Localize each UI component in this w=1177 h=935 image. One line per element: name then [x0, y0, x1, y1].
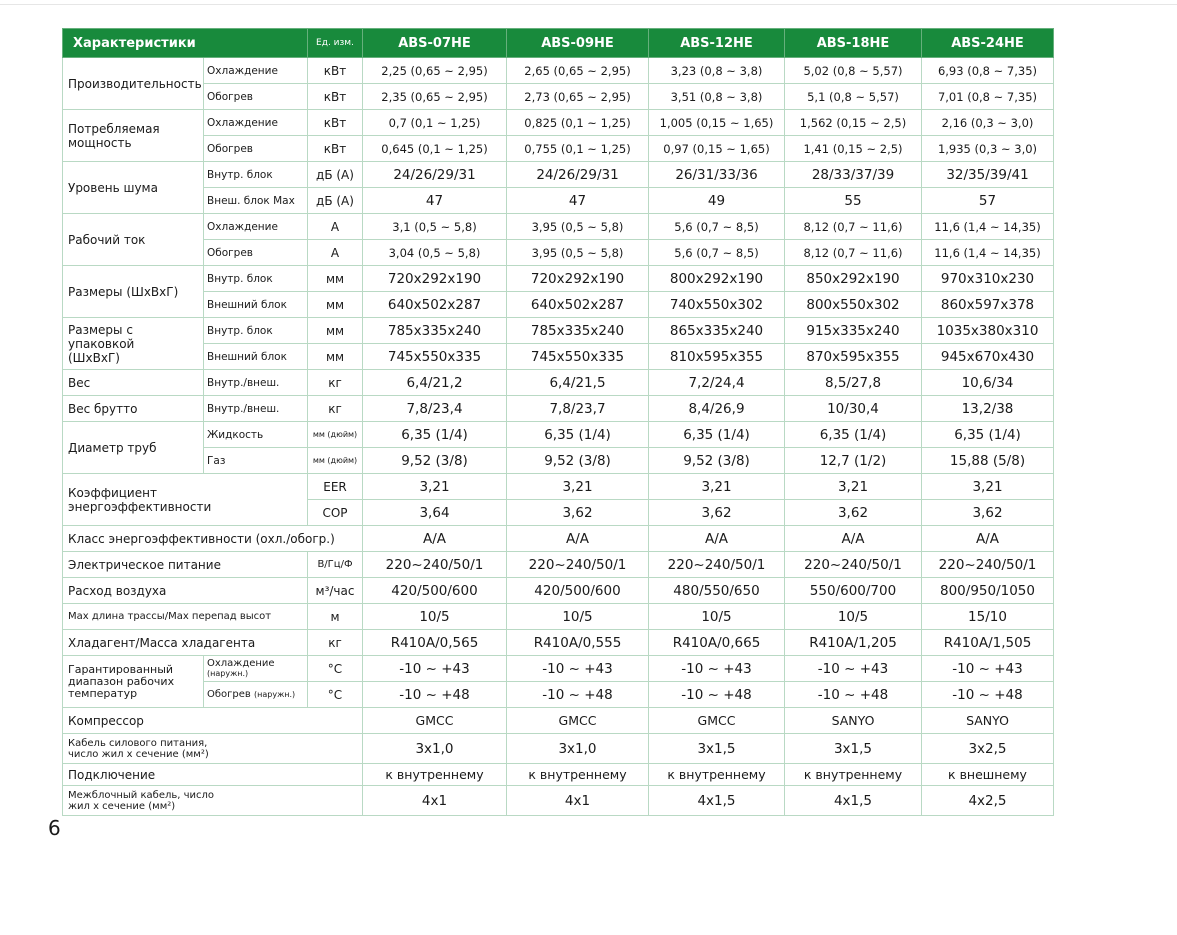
value-cell: 2,35 (0,65 ~ 2,95)	[363, 84, 507, 110]
sub-label-cooling: Охлаждение	[204, 58, 308, 84]
value-cell: 4x1,5	[785, 786, 922, 816]
value-cell: 8,12 (0,7 ~ 11,6)	[785, 240, 922, 266]
sub-label-cooling: Охлаждение	[204, 214, 308, 240]
table-row	[63, 292, 1054, 318]
unit-cop: COP	[308, 500, 363, 526]
value-cell: 32/35/39/41	[922, 162, 1054, 188]
row-label-power-cable-text: Кабель силового питания, число жил х сечение (мм²)	[68, 737, 209, 760]
value-cell: 0,645 (0,1 ~ 1,25)	[363, 136, 507, 162]
unit-kg: кг	[308, 370, 363, 396]
value-cell: -10 ~ +43	[507, 656, 649, 682]
unit-m3h: м³/час	[308, 578, 363, 604]
unit-kw: кВт	[308, 110, 363, 136]
value-cell: 10/5	[363, 604, 507, 630]
table-row	[63, 708, 1054, 734]
sub-label-heating: Обогрев	[204, 84, 308, 110]
spec-table	[62, 28, 1054, 816]
value-cell: 4x1,5	[649, 786, 785, 816]
table-row	[63, 188, 1054, 214]
value-cell: 870x595x355	[785, 344, 922, 370]
table-row	[63, 136, 1054, 162]
value-cell: 15/10	[922, 604, 1054, 630]
unit-mm: мм	[308, 266, 363, 292]
value-cell: GMCC	[363, 708, 507, 734]
row-label-power-consumption: Потребляемая мощность	[63, 110, 204, 162]
value-cell: 745x550x335	[507, 344, 649, 370]
row-label-efficiency-coef	[63, 474, 308, 526]
value-cell: 2,65 (0,65 ~ 2,95)	[507, 58, 649, 84]
table-row	[63, 474, 1054, 500]
value-cell: 220~240/50/1	[785, 552, 922, 578]
value-cell: 5,6 (0,7 ~ 8,5)	[649, 240, 785, 266]
sub-label-in-out: Внутр./внеш.	[204, 370, 308, 396]
row-label-power-supply: Электрическое питание	[63, 552, 308, 578]
value-cell: к внутреннему	[363, 764, 507, 786]
value-cell: 860x597x378	[922, 292, 1054, 318]
value-cell: 7,01 (0,8 ~ 7,35)	[922, 84, 1054, 110]
value-cell: -10 ~ +48	[363, 682, 507, 708]
value-cell: 3,62	[785, 500, 922, 526]
value-cell: 420/500/600	[507, 578, 649, 604]
row-label-performance: Производительность	[63, 58, 204, 110]
value-cell: 10/5	[507, 604, 649, 630]
value-cell: 0,7 (0,1 ~ 1,25)	[363, 110, 507, 136]
value-cell: к внутреннему	[649, 764, 785, 786]
unit-amp: А	[308, 214, 363, 240]
row-label-temp-range	[63, 656, 204, 708]
row-label-efficiency-coef-text: Коэффициент энергоэффективности	[68, 485, 212, 514]
sub-label-outdoor: Внешний блок	[204, 344, 308, 370]
row-label-dimensions-pack	[63, 318, 204, 370]
value-cell: R410A/1,205	[785, 630, 922, 656]
value-cell: к внутреннему	[785, 764, 922, 786]
unit-kw: кВт	[308, 58, 363, 84]
value-cell: A/A	[649, 526, 785, 552]
unit-eer: EER	[308, 474, 363, 500]
unit-dba: дБ (А)	[308, 188, 363, 214]
value-cell: 3,62	[507, 500, 649, 526]
value-cell: 4x1	[507, 786, 649, 816]
header-characteristics: Характеристики	[63, 29, 308, 58]
sub-label-cooling-outdoor	[204, 656, 308, 682]
table-row	[63, 396, 1054, 422]
header-unit: Ед. изм.	[308, 29, 363, 58]
table-row	[63, 344, 1054, 370]
value-cell: GMCC	[507, 708, 649, 734]
value-cell: 47	[363, 188, 507, 214]
value-cell: 785x335x240	[507, 318, 649, 344]
row-label-interunit-cable-text: Межблочный кабель, число жил х сечение (мм²)	[68, 789, 215, 812]
header-model-abs-09he: ABS-09HE	[507, 29, 649, 58]
value-cell: 0,825 (0,1 ~ 1,25)	[507, 110, 649, 136]
value-cell: 720x292x190	[507, 266, 649, 292]
sub-label-heating-outdoor-note: (наружн.)	[254, 690, 296, 699]
value-cell: 24/26/29/31	[507, 162, 649, 188]
unit-mm-inch: мм (дюйм)	[308, 448, 363, 474]
sub-label-indoor: Внутр. блок	[204, 318, 308, 344]
value-cell: 6,35 (1/4)	[785, 422, 922, 448]
table-row	[63, 630, 1054, 656]
value-cell: 720x292x190	[363, 266, 507, 292]
value-cell: 5,1 (0,8 ~ 5,57)	[785, 84, 922, 110]
row-label-compressor: Компрессор	[63, 708, 363, 734]
value-cell: 6,35 (1/4)	[363, 422, 507, 448]
value-cell: 2,25 (0,65 ~ 2,95)	[363, 58, 507, 84]
sub-label-indoor: Внутр. блок	[204, 162, 308, 188]
value-cell: 24/26/29/31	[363, 162, 507, 188]
value-cell: 220~240/50/1	[363, 552, 507, 578]
table-row	[63, 604, 1054, 630]
value-cell: R410A/0,665	[649, 630, 785, 656]
value-cell: к внешнему	[922, 764, 1054, 786]
value-cell: 220~240/50/1	[507, 552, 649, 578]
value-cell: 8,4/26,9	[649, 396, 785, 422]
value-cell: 8,5/27,8	[785, 370, 922, 396]
value-cell: -10 ~ +48	[922, 682, 1054, 708]
value-cell: -10 ~ +43	[785, 656, 922, 682]
value-cell: 55	[785, 188, 922, 214]
value-cell: 800x550x302	[785, 292, 922, 318]
value-cell: 915x335x240	[785, 318, 922, 344]
row-label-airflow: Расход воздуха	[63, 578, 308, 604]
value-cell: 3,95 (0,5 ~ 5,8)	[507, 214, 649, 240]
value-cell: 810x595x355	[649, 344, 785, 370]
unit-mm: мм	[308, 344, 363, 370]
value-cell: 3,04 (0,5 ~ 5,8)	[363, 240, 507, 266]
value-cell: 3,62	[922, 500, 1054, 526]
value-cell: 8,12 (0,7 ~ 11,6)	[785, 214, 922, 240]
value-cell: 865x335x240	[649, 318, 785, 344]
value-cell: 3,23 (0,8 ~ 3,8)	[649, 58, 785, 84]
row-label-efficiency-class: Класс энергоэффективности (охл./обогр.)	[63, 526, 363, 552]
value-cell: 26/31/33/36	[649, 162, 785, 188]
table-row	[63, 58, 1054, 84]
value-cell: 9,52 (3/8)	[507, 448, 649, 474]
value-cell: 12,7 (1/2)	[785, 448, 922, 474]
value-cell: -10 ~ +43	[649, 656, 785, 682]
value-cell: 1,005 (0,15 ~ 1,65)	[649, 110, 785, 136]
value-cell: 15,88 (5/8)	[922, 448, 1054, 474]
sub-label-indoor: Внутр. блок	[204, 266, 308, 292]
value-cell: 47	[507, 188, 649, 214]
value-cell: A/A	[922, 526, 1054, 552]
value-cell: 0,97 (0,15 ~ 1,65)	[649, 136, 785, 162]
row-label-current: Рабочий ток	[63, 214, 204, 266]
value-cell: 2,73 (0,65 ~ 2,95)	[507, 84, 649, 110]
sub-label-cooling: Охлаждение	[204, 110, 308, 136]
value-cell: 6,4/21,2	[363, 370, 507, 396]
table-row	[63, 318, 1054, 344]
value-cell: 3,1 (0,5 ~ 5,8)	[363, 214, 507, 240]
value-cell: 3,95 (0,5 ~ 5,8)	[507, 240, 649, 266]
unit-kg: кг	[308, 396, 363, 422]
value-cell: 3,21	[507, 474, 649, 500]
row-label-weight-gross: Вес брутто	[63, 396, 204, 422]
value-cell: 3,21	[785, 474, 922, 500]
value-cell: 3x1,0	[507, 734, 649, 764]
unit-amp: А	[308, 240, 363, 266]
table-row	[63, 240, 1054, 266]
table-row	[63, 214, 1054, 240]
value-cell: 800x292x190	[649, 266, 785, 292]
value-cell: R410A/0,565	[363, 630, 507, 656]
value-cell: 4x2,5	[922, 786, 1054, 816]
value-cell: 745x550x335	[363, 344, 507, 370]
value-cell: 7,2/24,4	[649, 370, 785, 396]
sub-label-cooling-outdoor-main: Охлаждение	[207, 657, 275, 669]
sub-label-heating: Обогрев	[204, 136, 308, 162]
value-cell: 10/5	[785, 604, 922, 630]
row-label-refrigerant: Хладагент/Масса хладагента	[63, 630, 308, 656]
value-cell: A/A	[785, 526, 922, 552]
value-cell: A/A	[507, 526, 649, 552]
row-label-interunit-cable	[63, 786, 363, 816]
table-row	[63, 578, 1054, 604]
value-cell: 57	[922, 188, 1054, 214]
value-cell: 9,52 (3/8)	[649, 448, 785, 474]
value-cell: 550/600/700	[785, 578, 922, 604]
value-cell: R410A/1,505	[922, 630, 1054, 656]
value-cell: 220~240/50/1	[649, 552, 785, 578]
value-cell: 6,4/21,5	[507, 370, 649, 396]
value-cell: 11,6 (1,4 ~ 14,35)	[922, 240, 1054, 266]
value-cell: GMCC	[649, 708, 785, 734]
value-cell: к внутреннему	[507, 764, 649, 786]
header-model-abs-24he: ABS-24HE	[922, 29, 1054, 58]
header-model-abs-12he: ABS-12HE	[649, 29, 785, 58]
table-header-row	[63, 29, 1054, 58]
value-cell: 640x502x287	[363, 292, 507, 318]
value-cell: 6,35 (1/4)	[922, 422, 1054, 448]
sub-label-liquid: Жидкость	[204, 422, 308, 448]
value-cell: -10 ~ +48	[507, 682, 649, 708]
table-row	[63, 370, 1054, 396]
header-model-abs-18he: ABS-18HE	[785, 29, 922, 58]
unit-dba: дБ (А)	[308, 162, 363, 188]
value-cell: 7,8/23,4	[363, 396, 507, 422]
value-cell: 11,6 (1,4 ~ 14,35)	[922, 214, 1054, 240]
table-row	[63, 162, 1054, 188]
value-cell: 1,935 (0,3 ~ 3,0)	[922, 136, 1054, 162]
page-number: 6	[48, 816, 61, 840]
sub-label-outdoor-max: Внеш. блок Max	[204, 188, 308, 214]
value-cell: -10 ~ +43	[363, 656, 507, 682]
value-cell: 1,41 (0,15 ~ 2,5)	[785, 136, 922, 162]
table-row	[63, 84, 1054, 110]
unit-mm-inch: мм (дюйм)	[308, 422, 363, 448]
unit-kw: кВт	[308, 136, 363, 162]
unit-kw: кВт	[308, 84, 363, 110]
value-cell: 5,02 (0,8 ~ 5,57)	[785, 58, 922, 84]
value-cell: 2,16 (0,3 ~ 3,0)	[922, 110, 1054, 136]
value-cell: 28/33/37/39	[785, 162, 922, 188]
table-row	[63, 110, 1054, 136]
sub-label-heating-outdoor-main: Обогрев	[207, 689, 251, 700]
row-label-max-length: Max длина трассы/Max перепад высот	[63, 604, 308, 630]
row-label-connection: Подключение	[63, 764, 363, 786]
row-label-weight: Вес	[63, 370, 204, 396]
value-cell: 480/550/650	[649, 578, 785, 604]
table-row	[63, 526, 1054, 552]
unit-celsius: °С	[308, 656, 363, 682]
value-cell: 3x1,5	[649, 734, 785, 764]
row-label-power-cable	[63, 734, 363, 764]
table-row	[63, 734, 1054, 764]
value-cell: SANYO	[785, 708, 922, 734]
value-cell: 6,93 (0,8 ~ 7,35)	[922, 58, 1054, 84]
value-cell: 3x1,0	[363, 734, 507, 764]
sub-label-cooling-outdoor-note: (наружн.)	[207, 668, 249, 678]
table-row	[63, 682, 1054, 708]
sub-label-in-out: Внутр./внеш.	[204, 396, 308, 422]
row-label-dimensions: Размеры (ШхВхГ)	[63, 266, 204, 318]
sub-label-gas: Газ	[204, 448, 308, 474]
value-cell: 945x670x430	[922, 344, 1054, 370]
value-cell: 10/30,4	[785, 396, 922, 422]
unit-m: м	[308, 604, 363, 630]
value-cell: 49	[649, 188, 785, 214]
value-cell: 3,21	[922, 474, 1054, 500]
table-row	[63, 764, 1054, 786]
value-cell: 3,21	[363, 474, 507, 500]
value-cell: 740x550x302	[649, 292, 785, 318]
table-row	[63, 422, 1054, 448]
row-label-pipe-diameter: Диаметр труб	[63, 422, 204, 474]
value-cell: 5,6 (0,7 ~ 8,5)	[649, 214, 785, 240]
unit-kg: кг	[308, 630, 363, 656]
row-label-temp-range-text: Гарантированный диапазон рабочих температур	[68, 662, 175, 700]
value-cell: 850x292x190	[785, 266, 922, 292]
unit-vhz: В/Гц/Ф	[308, 552, 363, 578]
value-cell: 10,6/34	[922, 370, 1054, 396]
sub-label-heating-outdoor	[204, 682, 308, 708]
value-cell: 4x1	[363, 786, 507, 816]
value-cell: 9,52 (3/8)	[363, 448, 507, 474]
value-cell: R410A/0,555	[507, 630, 649, 656]
value-cell: 6,35 (1/4)	[507, 422, 649, 448]
value-cell: 3,62	[649, 500, 785, 526]
value-cell: 6,35 (1/4)	[649, 422, 785, 448]
value-cell: 1035x380x310	[922, 318, 1054, 344]
header-model-abs-07he: ABS-07HE	[363, 29, 507, 58]
table-row	[63, 656, 1054, 682]
value-cell: 420/500/600	[363, 578, 507, 604]
sub-label-heating: Обогрев	[204, 240, 308, 266]
value-cell: -10 ~ +43	[922, 656, 1054, 682]
value-cell: 785x335x240	[363, 318, 507, 344]
table-row	[63, 786, 1054, 816]
value-cell: 1,562 (0,15 ~ 2,5)	[785, 110, 922, 136]
value-cell: 3,64	[363, 500, 507, 526]
value-cell: 3,21	[649, 474, 785, 500]
table-row	[63, 266, 1054, 292]
value-cell: SANYO	[922, 708, 1054, 734]
value-cell: 3x2,5	[922, 734, 1054, 764]
table-row	[63, 552, 1054, 578]
value-cell: 220~240/50/1	[922, 552, 1054, 578]
value-cell: 640x502x287	[507, 292, 649, 318]
unit-mm: мм	[308, 292, 363, 318]
value-cell: -10 ~ +48	[649, 682, 785, 708]
value-cell: 13,2/38	[922, 396, 1054, 422]
value-cell: 3x1,5	[785, 734, 922, 764]
value-cell: A/A	[363, 526, 507, 552]
value-cell: 10/5	[649, 604, 785, 630]
value-cell: -10 ~ +48	[785, 682, 922, 708]
unit-celsius: °С	[308, 682, 363, 708]
value-cell: 800/950/1050	[922, 578, 1054, 604]
row-label-noise: Уровень шума	[63, 162, 204, 214]
top-divider	[0, 4, 1177, 5]
value-cell: 3,51 (0,8 ~ 3,8)	[649, 84, 785, 110]
row-label-dimensions-pack-text: Размеры с упаковкой (ШхВхГ)	[68, 322, 135, 365]
unit-mm: мм	[308, 318, 363, 344]
value-cell: 0,755 (0,1 ~ 1,25)	[507, 136, 649, 162]
value-cell: 7,8/23,7	[507, 396, 649, 422]
value-cell: 970x310x230	[922, 266, 1054, 292]
table-row	[63, 448, 1054, 474]
sub-label-outdoor: Внешний блок	[204, 292, 308, 318]
